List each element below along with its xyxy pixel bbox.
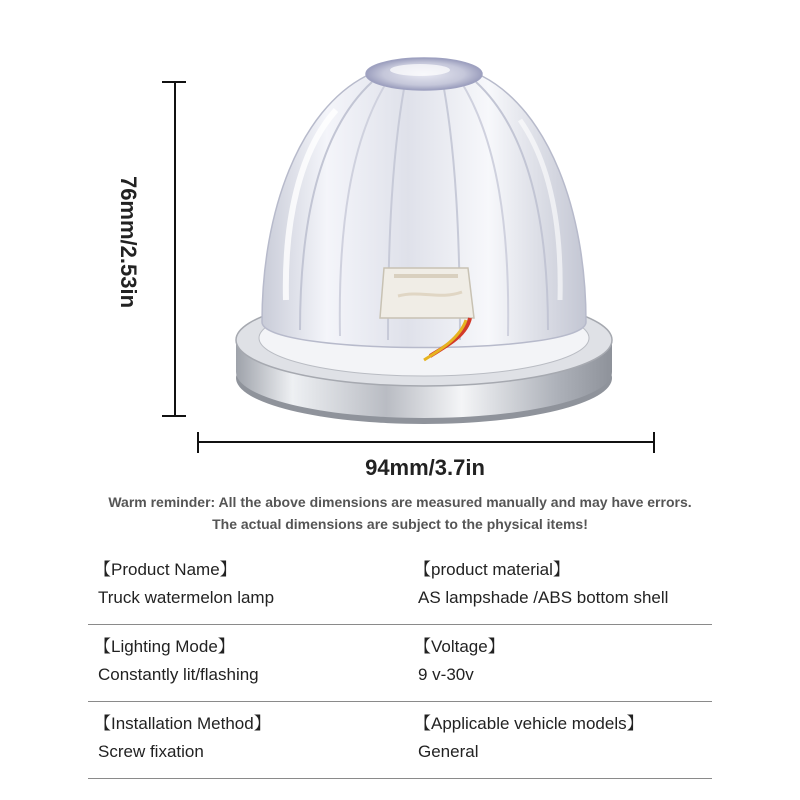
spec-value: Screw fixation [98, 742, 204, 761]
spec-table [88, 548, 712, 779]
spec-cell [414, 548, 668, 608]
reminder-line-2: The actual dimensions are subject to the physical items! [212, 516, 588, 532]
width-dimension-label: 94mm/3.7in [365, 455, 485, 480]
spec-row [88, 625, 712, 702]
spec-label: 【Applicable vehicle models】 [414, 714, 644, 733]
spec-cell [414, 625, 505, 685]
reminder-line-1: Warm reminder: All the above dimensions are measured manually and may have errors. [108, 494, 692, 510]
spec-value: 9 v-30v [418, 665, 474, 684]
spec-row [88, 548, 712, 625]
spec-cell [414, 702, 644, 762]
width-dimension-line [198, 432, 654, 453]
spec-cell [94, 702, 271, 762]
spec-label: 【product material】 [414, 560, 570, 579]
height-dimension-line [162, 82, 186, 416]
spec-cell [94, 625, 259, 685]
spec-cell [94, 548, 274, 608]
led-module [380, 268, 474, 318]
spec-label: 【Voltage】 [414, 637, 505, 656]
spec-label: 【Installation Method】 [94, 714, 271, 733]
spec-value: Truck watermelon lamp [98, 588, 275, 607]
spec-value: AS lampshade /ABS bottom shell [418, 588, 669, 607]
spec-label: 【Lighting Mode】 [94, 637, 235, 656]
height-dimension-label: 76mm/2.53in [116, 175, 141, 309]
spec-row [88, 702, 712, 779]
spec-value: Constantly lit/flashing [98, 665, 259, 684]
spec-label: 【Product Name】 [94, 560, 237, 579]
spec-value: General [418, 742, 479, 761]
